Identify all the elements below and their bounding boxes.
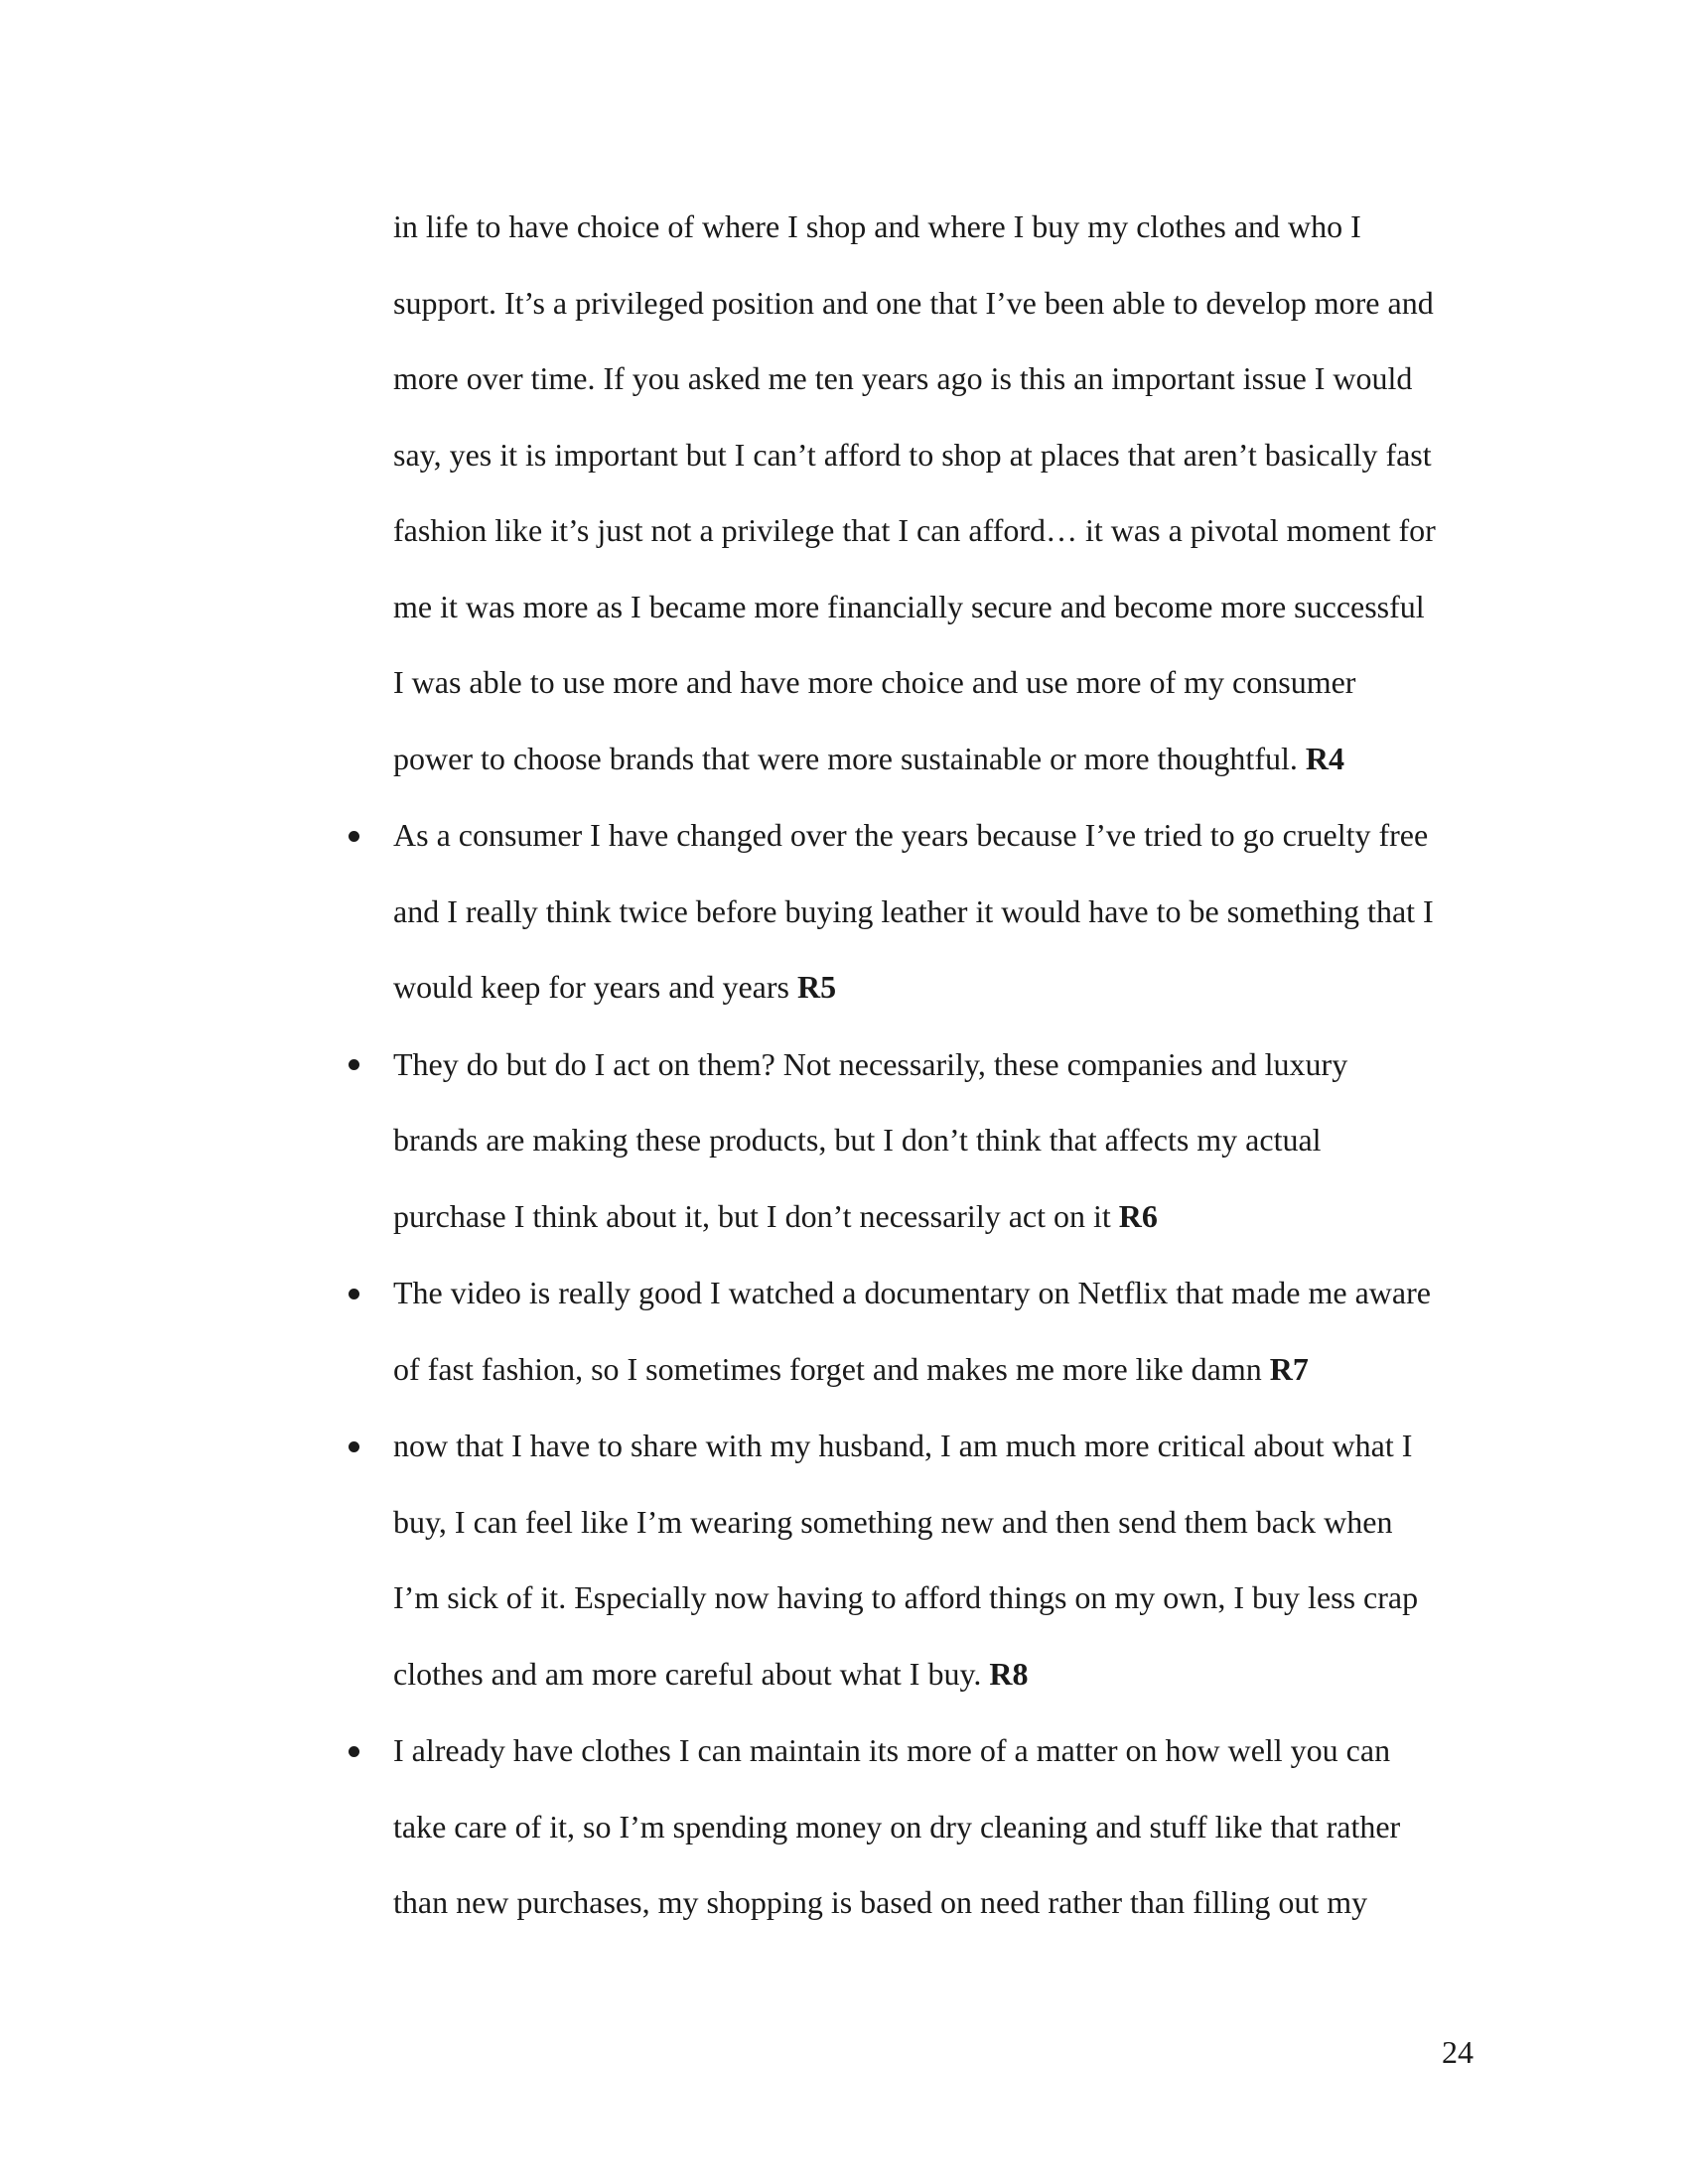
text-segment: clothes and am more careful about what I buy.: [393, 1655, 990, 1692]
text-line: and I really think twice before buying leather it would have to be something that I: [393, 892, 1434, 929]
text-line: support. It’s a privileged position and one that I’ve been able to develop more and: [393, 284, 1434, 321]
text-line: I’m sick of it. Especially now having to afford things on my own, I buy less crap: [393, 1579, 1419, 1615]
text-segment: would keep for years and years: [393, 969, 797, 1005]
page-number: 24: [1442, 2034, 1474, 2070]
bullet-icon: [344, 1712, 363, 1789]
text-line: fashion like it’s just not a privilege that I can afford… it was a pivotal moment for: [393, 512, 1436, 548]
respondent-ref: R5: [796, 969, 837, 1005]
continued-quote: [393, 189, 1505, 796]
bullet-icon: [344, 1255, 363, 1331]
respondent-ref: R6: [1118, 1197, 1158, 1234]
respondent-ref: R4: [1305, 740, 1344, 776]
text-line: now that I have to share with my husband, I am much more critical about what I: [393, 1428, 1413, 1463]
bullet-icon: [344, 797, 363, 874]
text-segment: of fast fashion, so I sometimes forget and makes me more like damn: [393, 1350, 1270, 1387]
respondent-ref: R8: [989, 1655, 1029, 1692]
text-line: say, yes it is important but I can’t afford to shop at places that aren’t basically fast: [393, 436, 1432, 473]
bullet-item: [393, 1408, 1505, 1711]
text-line: take care of it, so I’m spending money on dry cleaning and stuff like that rather: [393, 1808, 1401, 1844]
bullet-item: [393, 1026, 1505, 1255]
text-line: [393, 1331, 1505, 1408]
bullet-icon: [344, 1408, 363, 1484]
text-line: I already have clothes I can maintain its more of a matter on how well you can: [393, 1732, 1391, 1768]
bullet-item: [393, 1255, 1505, 1407]
text-line: in life to have choice of where I shop and where I buy my clothes and who I: [393, 208, 1361, 244]
text-line: [393, 1178, 1505, 1255]
bullet-item: [393, 1712, 1505, 1941]
text-line: As a consumer I have changed over the years because I’ve tried to go cruelty free: [393, 817, 1429, 853]
text-line: buy, I can feel like I’m wearing something new and then send them back when: [393, 1503, 1393, 1540]
text-line: more over time. If you asked me ten years ago is this an important issue I would: [393, 360, 1413, 396]
text-line: I was able to use more and have more choice and use more of my consumer: [393, 664, 1356, 700]
text-line: brands are making these products, but I don’t think that affects my actual: [393, 1122, 1322, 1158]
text-line: me it was more as I became more financially secure and become more successful: [393, 588, 1425, 624]
text-line: [393, 721, 1505, 797]
text-segment: power to choose brands that were more sustainable or more thoughtful.: [393, 740, 1306, 776]
bullet-item: [393, 797, 1505, 1025]
text-segment: purchase I think about it, but I don’t necessarily act on it: [393, 1197, 1119, 1234]
page-body: [393, 189, 1505, 1941]
bullet-icon: [344, 1026, 363, 1103]
text-line: [393, 949, 1505, 1025]
text-line: They do but do I act on them? Not necessarily, these companies and luxury: [393, 1045, 1348, 1082]
respondent-ref: R7: [1269, 1350, 1309, 1387]
text-line: The video is really good I watched a documentary on Netflix that made me aware: [393, 1275, 1431, 1310]
text-line: [393, 1636, 1505, 1712]
text-line: than new purchases, my shopping is based on need rather than filling out my: [393, 1884, 1368, 1920]
